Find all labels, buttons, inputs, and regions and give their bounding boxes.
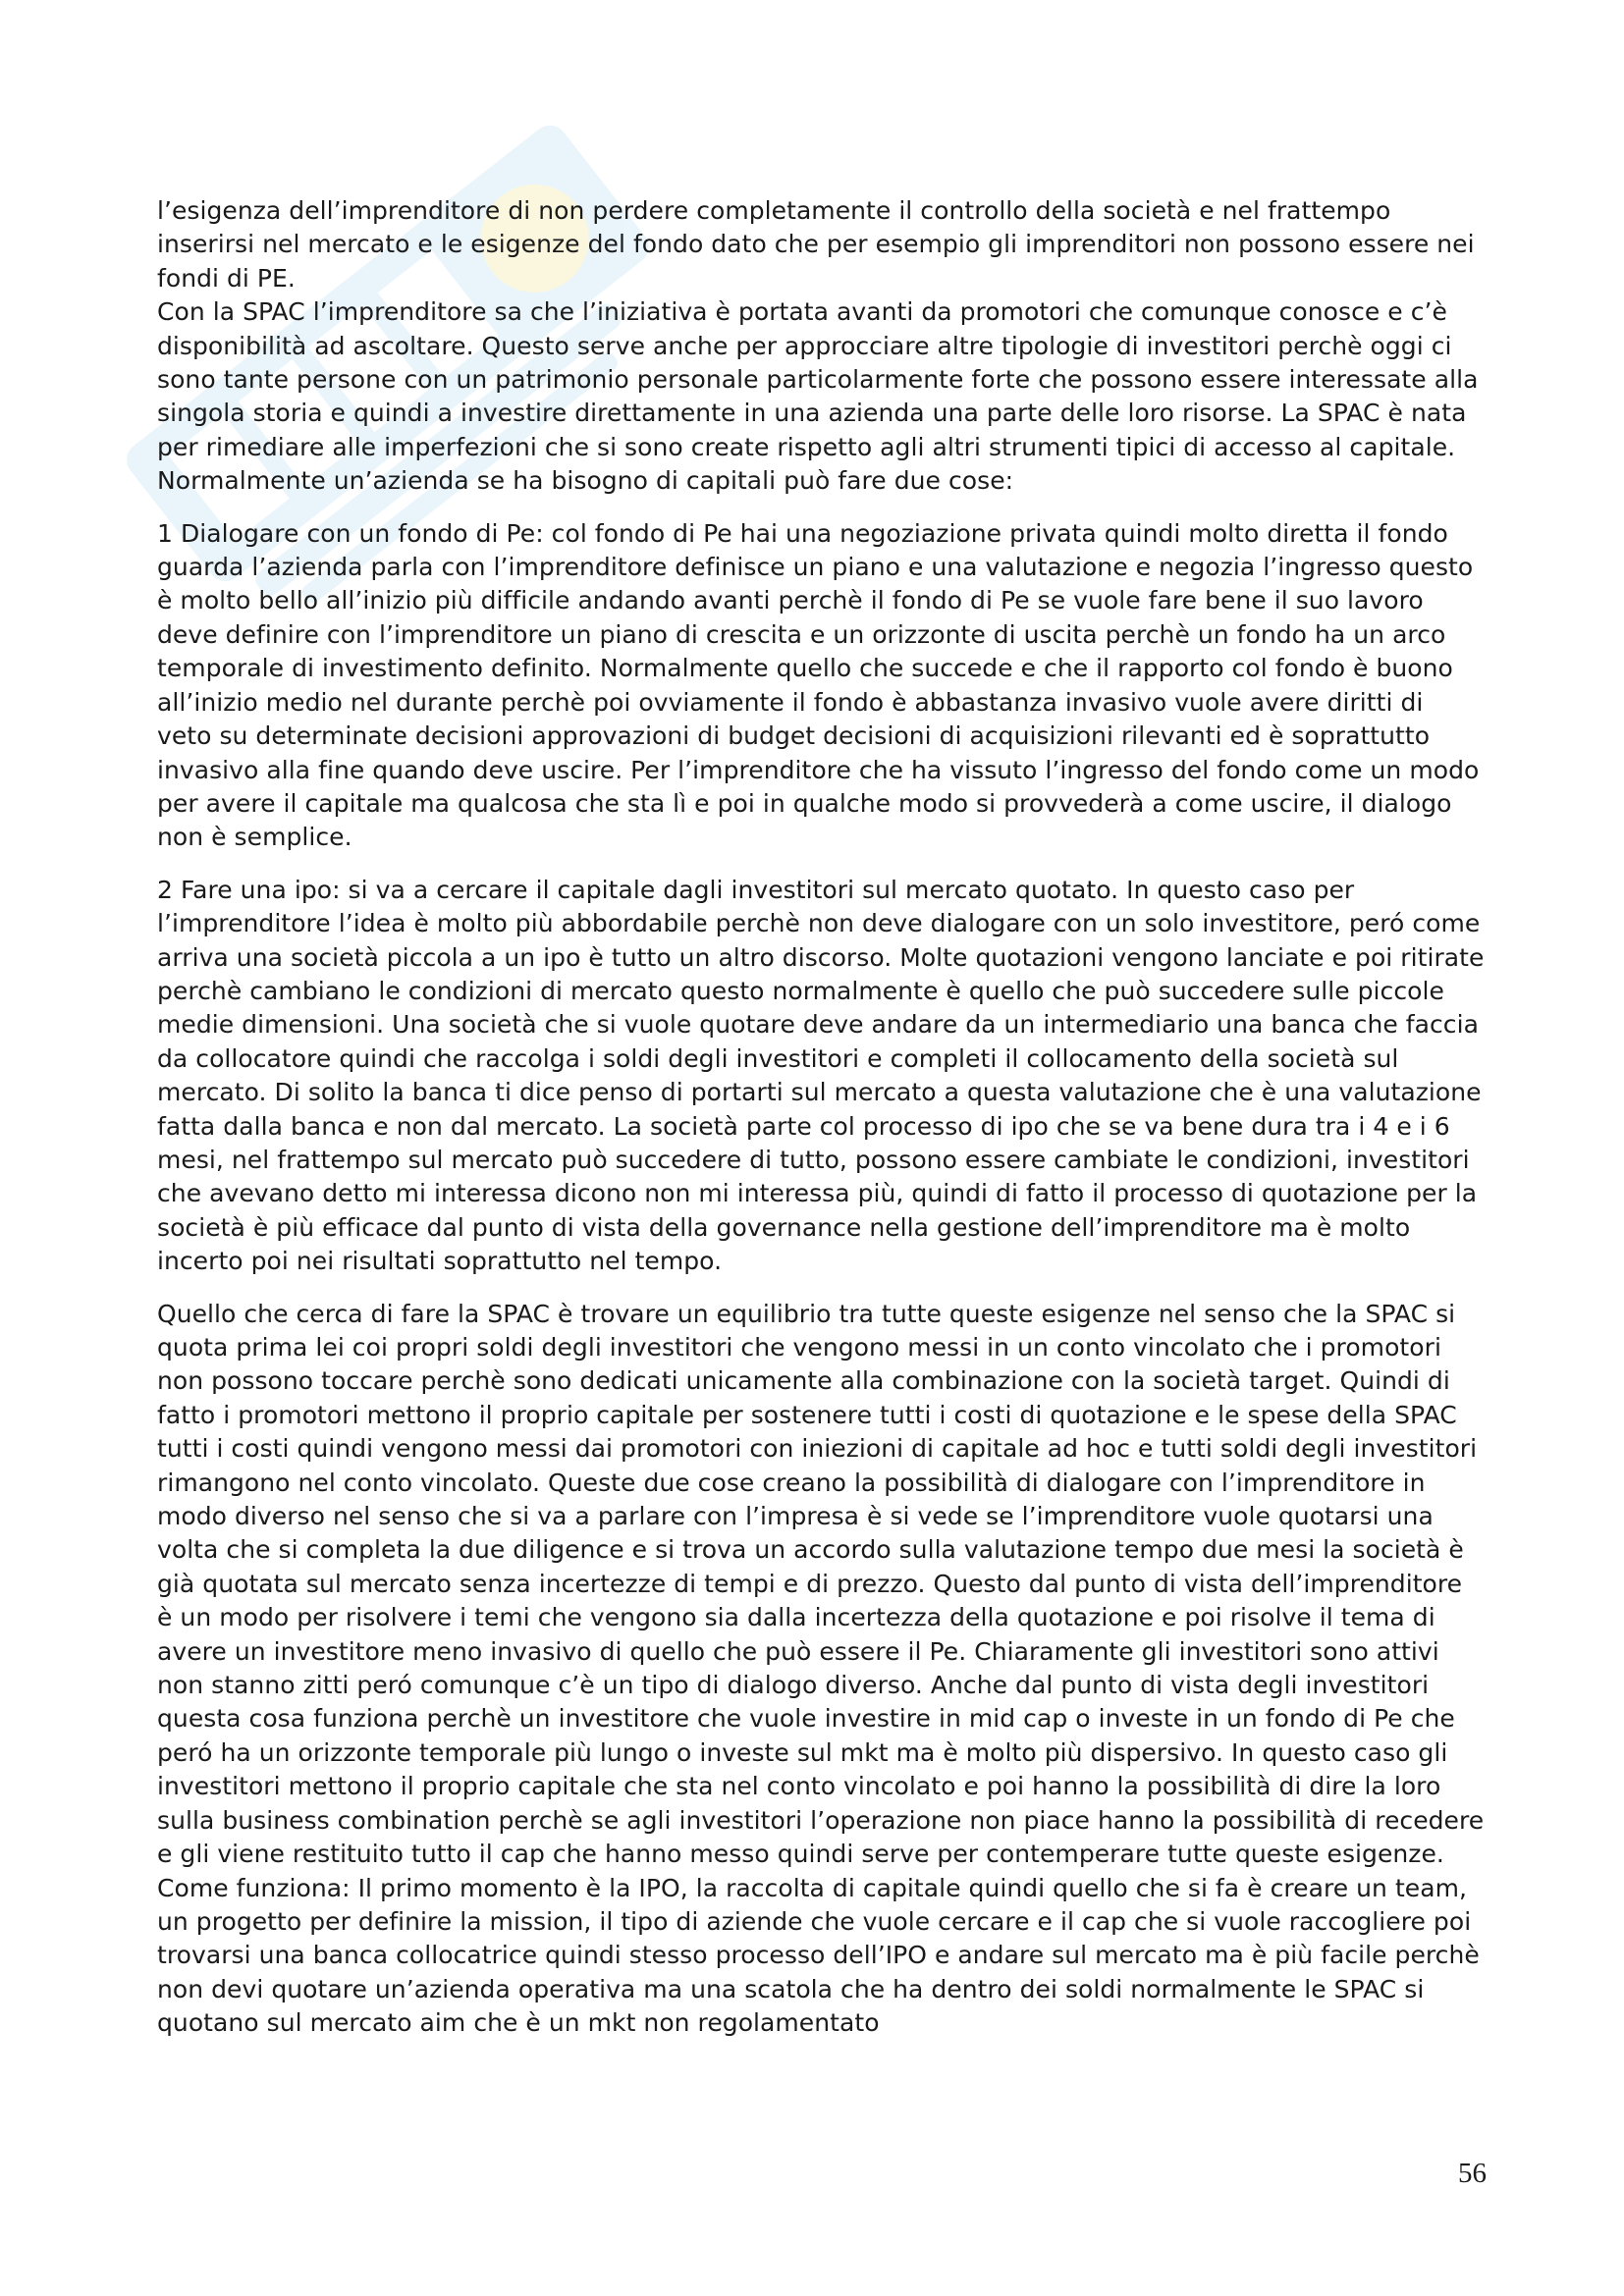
page-number: 56 [1458,2158,1487,2189]
paragraph-intro: l’esigenza dell’imprenditore di non perdere completamente il controllo della società e nel frattempo inserirsi nel mercato e le esigenze del fondo dato che per esempio gli imprenditori non possono essere nei fondi di PE. [157,196,1475,293]
paragraph-ipo: 2 Fare una ipo: si va a cercare il capitale dagli investitori sul mercato quotato. In questo caso per l’imprenditore l’idea è molto più abbordabile perchè non deve dialogare con un solo investitore, peró come arriva una società piccola a un ipo è tutto un altro discorso. Molte quotazioni vengono lanciate e poi ritirate perchè cambiano le condizioni di mercato questo normalmente è quello che può succedere sulle piccole medie dimensioni. Una società che si vuole quotare deve andare da un intermediario una banca che faccia da collocatore quindi che raccolga i soldi degli investitori e completi il collocamento della società sul mercato. Di solito la banca ti dice penso di portarti sul mercato a questa valutazione che è una valutazione fatta dalla banca e non dal mercato. La società parte col processo di ipo che se va bene dura tra i 4 e i 6 mesi, nel frattempo sul mercato può succedere di tutto, possono essere cambiate le condizioni, investitori che avevano detto mi interessa dicono non mi interessa più, quindi di fatto il processo di quotazione per la società è più efficace dal punto di vista della governance nella gestione dell’imprenditore ma è molto incerto poi nei risultati soprattutto nel tempo. [157,875,1485,1276]
paragraph-spac-overview: Con la SPAC l’imprenditore sa che l’iniziativa è portata avanti da promotori che comunque conosce e c’è disponibilità ad ascoltare. Questo serve anche per approcciare altre tipologie di investitori perchè oggi ci sono tante persone con un patrimonio personale particolarmente forte che possono essere interessate alla singola storia e quindi a investire direttamente in una azienda una parte delle loro risorse. La SPAC è nata per rimediare alle imperfezioni che si sono create rispetto agli altri strumenti tipici di accesso al capitale. Normalmente un’azienda se ha bisogno di capitali può fare due cose: [157,297,1479,496]
paragraph-spac-balance: Quello che cerca di fare la SPAC è trovare un equilibrio tra tutte queste esigenze nel senso che la SPAC si quota prima lei coi propri soldi degli investitori che vengono messi in un conto vincolato che i promotori non possono toccare perchè sono dedicati unicamente alla combinazione con la società target. Quindi di fatto i promotori mettono il proprio capitale per sostenere tutti i costi di quotazione e le spese della SPAC tutti i costi quindi vengono messi dai promotori con iniezioni di capitale ad hoc e tutti soldi degli investitori rimangono nel conto vincolato. Queste due cose creano la possibilità di dialogare con l’imprenditore in modo diverso nel senso che si va a parlare con l’impresa è si vede se l’imprenditore vuole quotarsi una volta che si completa la due diligence e si trova un accordo sulla valutazione tempo due mesi la società è già quotata sul mercato senza incertezze di tempi e di prezzo. Questo dal punto di vista dell’imprenditore è un modo per risolvere i temi che vengono sia dalla incertezza della quotazione e poi risolve il tema di avere un investitore meno invasivo di quello che può essere il Pe. Chiaramente gli investitori sono attivi non stanno zitti peró comunque c’è un tipo di dialogo diverso. Anche dal punto di vista degli investitori questa cosa funziona perchè un investitore che vuole investire in mid cap o investe in un fondo di Pe che peró ha un orizzonte temporale più lungo o investe sul mkt ma è molto più dispersivo. In questo caso gli investitori mettono il proprio capitale che sta nel conto vincolato e poi hanno la possibilità di dire la loro sulla business combination perchè se agli investitori l’operazione non piace hanno la possibilità di recedere e gli viene restituito tutto il cap che hanno messo quindi serve per contemperare tutte queste esigenze. Come funziona: Il primo momento è la IPO, la raccolta di capitale quindi quello che si fa è creare un team, un progetto per definire la mission, il tipo di aziende che vuole cercare e il cap che si vuole raccogliere poi trovarsi una banca collocatrice quindi stesso processo dell’IPO e andare sul mercato ma è più facile perchè non devi quotare un’azienda operativa ma una scatola che ha dentro dei soldi normalmente le SPAC si quotano sul mercato aim che è un mkt non regolamentato [157,1299,1485,2038]
page-body [157,194,1485,2059]
paragraph-private-equity: 1 Dialogare con un fondo di Pe: col fondo di Pe hai una negoziazione privata quindi molto diretta il fondo guarda l’azienda parla con l’imprenditore definisce un piano e una valutazione e negozia l’ingresso questo è molto bello all’inizio più difficile andando avanti perchè il fondo di Pe se vuole fare bene il suo lavoro deve definire con l’imprenditore un piano di crescita e un orizzonte di uscita perchè un fondo ha un arco temporale di investimento definito. Normalmente quello che succede e che il rapporto col fondo è buono all’inizio medio nel durante perchè poi ovviamente il fondo è abbastanza invasivo vuole avere diritti di veto su determinate decisioni approvazioni di budget decisioni di acquisizioni rilevanti ed è soprattutto invasivo alla fine quando deve uscire. Per l’imprenditore che ha vissuto l’ingresso del fondo come un modo per avere il capitale ma qualcosa che sta lì e poi in qualche modo si provvederà a come uscire, il dialogo non è semplice. [157,518,1480,852]
